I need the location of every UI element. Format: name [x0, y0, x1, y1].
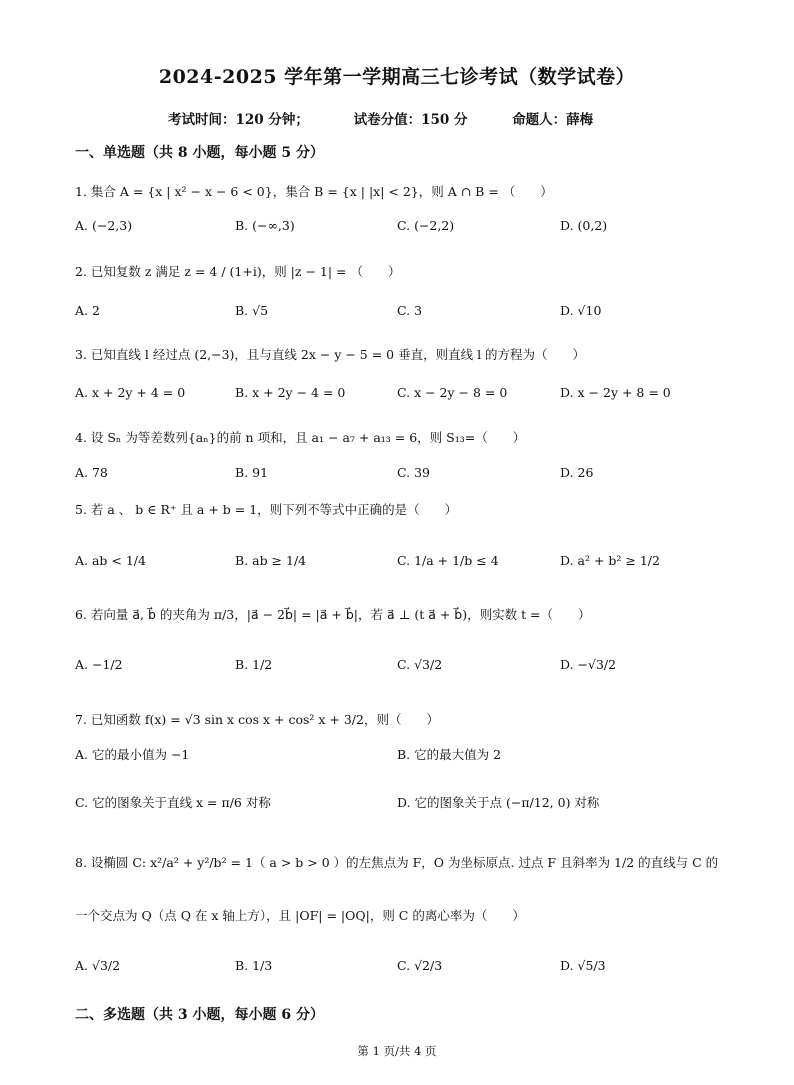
- option-c: C. 它的图象关于直线 x = π/6 对称: [75, 795, 271, 810]
- option-d: D. √10: [560, 303, 602, 318]
- question-stem: 3. 已知直线 l 经过点 (2,−3)，且与直线 2x − y − 5 = 0 垂直，则直线 l 的方程为（ ）: [75, 347, 586, 362]
- option-b: B. 它的最大值为 2: [397, 747, 502, 762]
- option-a: A. ab < 1/4: [75, 553, 146, 568]
- option-d: D. (0,2): [560, 218, 608, 233]
- option-c: C. (−2,2): [397, 218, 455, 233]
- option-b: B. x + 2y − 4 = 0: [235, 385, 346, 400]
- option-c: C. x − 2y − 8 = 0: [397, 385, 508, 400]
- option-b: B. (−∞,3): [235, 218, 295, 233]
- option-d: D. −√3/2: [560, 657, 617, 672]
- option-b: B. 1/2: [235, 657, 273, 672]
- option-c: C. 3: [397, 303, 423, 318]
- option-d: D. 26: [560, 465, 594, 480]
- question-stem: 8. 设椭圆 C: x²/a² + y²/b² = 1（ a > b > 0 ）的左焦点为 F，O 为坐标原点. 过点 F 且斜率为 1/2 的直线与 C 的: [75, 855, 719, 870]
- option-c: C. 1/a + 1/b ≤ 4: [397, 553, 499, 568]
- exam-author: 命题人：薛梅: [512, 112, 594, 128]
- exam-time: 考试时间：120 分钟；: [168, 112, 309, 128]
- option-b: B. ab ≥ 1/4: [235, 553, 307, 568]
- exam-info: [168, 108, 794, 128]
- question-stem: 2. 已知复数 z 满足 z = 4 / (1+i)，则 |z − 1| = （ ）: [75, 264, 401, 279]
- option-a: A. 78: [75, 465, 108, 480]
- option-c: C. √3/2: [397, 657, 443, 672]
- page-number: 第 1 页/共 4 页: [357, 1044, 437, 1058]
- option-a: A. x + 2y + 4 = 0: [75, 385, 186, 400]
- option-d: D. x − 2y + 8 = 0: [560, 385, 671, 400]
- option-a: A. −1/2: [75, 657, 123, 672]
- option-a: A. (−2,3): [75, 218, 133, 233]
- option-a: A. 它的最小值为 −1: [75, 747, 190, 762]
- question-stem-continued: 一个交点为 Q（点 Q 在 x 轴上方），且 |OF| = |OQ|，则 C 的离心率为（ ）: [75, 908, 525, 923]
- option-a: A. √3/2: [75, 958, 121, 973]
- question-stem: 1. 集合 A = {x | x² − x − 6 < 0}，集合 B = {x | |x| < 2}，则 A ∩ B = （ ）: [75, 184, 553, 199]
- option-c: C. √2/3: [397, 958, 443, 973]
- option-d: D. 它的图象关于点 (−π/12, 0) 对称: [397, 795, 600, 810]
- option-b: B. 1/3: [235, 958, 273, 973]
- option-c: C. 39: [397, 465, 430, 480]
- option-b: B. √5: [235, 303, 269, 318]
- section-heading-single-choice: 一、单选题（共 8 小题，每小题 5 分）: [75, 145, 324, 161]
- option-d: D. √5/3: [560, 958, 606, 973]
- option-b: B. 91: [235, 465, 269, 480]
- question-stem: 4. 设 Sₙ 为等差数列{aₙ}的前 n 项和，且 a₁ − a₇ + a₁₃ = 6，则 S₁₃=（ ）: [75, 430, 526, 445]
- page-title: 2024-2025 学年第一学期高三七诊考试（数学试卷）: [158, 66, 636, 88]
- question-stem: 5. 若 a 、 b ∈ R⁺ 且 a + b = 1，则下列不等式中正确的是（ ）: [75, 502, 458, 517]
- exam-score: 试卷分值：150 分: [353, 112, 468, 128]
- question-stem: 7. 已知函数 f(x) = √3 sin x cos x + cos² x + 3/2，则（ ）: [75, 712, 439, 727]
- option-d: D. a² + b² ≥ 1/2: [560, 553, 660, 568]
- question-stem: 6. 若向量 a⃗, b⃗ 的夹角为 π/3，|a⃗ − 2b⃗| = |a⃗ + b⃗|，若 a⃗ ⊥ (t a⃗ + b⃗)，则实数 t =（ ）: [75, 607, 591, 622]
- option-a: A. 2: [75, 303, 100, 318]
- section-heading-multi-choice: 二、多选题（共 3 小题，每小题 6 分）: [75, 1007, 324, 1023]
